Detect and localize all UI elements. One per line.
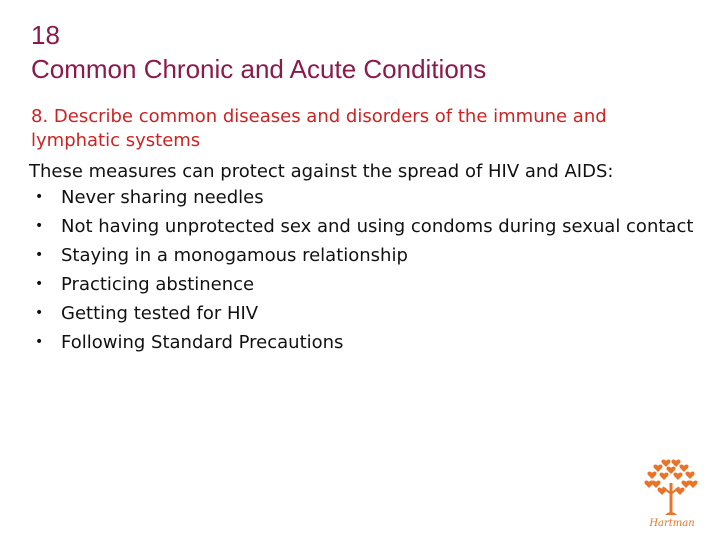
bullet-icon: • (35, 247, 44, 263)
learning-objective: 8. Describe common diseases and disorders of the immune and lymphatic systems (31, 106, 607, 151)
list-item (29, 333, 699, 352)
list-item-text: Practicing abstinence (61, 274, 255, 295)
bullet-icon: • (35, 189, 44, 205)
logo-text: Hartman (649, 518, 695, 529)
heart-tree-icon (636, 455, 708, 519)
bullet-list (29, 188, 699, 362)
bullet-icon: • (35, 276, 44, 292)
list-item (29, 217, 699, 236)
list-item (29, 304, 699, 323)
chapter-title: Common Chronic and Acute Conditions (31, 54, 487, 84)
list-item-text: Never sharing needles (61, 187, 264, 208)
chapter-number: 18 (31, 20, 60, 50)
bullet-icon: • (35, 218, 44, 234)
intro-text: These measures can protect against the spread of HIV and AIDS: (29, 161, 614, 182)
list-item-text: Staying in a monogamous relationship (61, 245, 408, 266)
bullet-icon: • (35, 334, 44, 350)
list-item-text: Not having unprotected sex and using condoms during sexual contact (61, 216, 694, 237)
slide-title (31, 18, 486, 86)
hartman-logo (636, 455, 708, 535)
list-item-text: Getting tested for HIV (61, 303, 259, 324)
list-item-text: Following Standard Precautions (61, 332, 344, 353)
list-item (29, 188, 699, 207)
bullet-icon: • (35, 305, 44, 321)
list-item (29, 275, 699, 294)
list-item (29, 246, 699, 265)
